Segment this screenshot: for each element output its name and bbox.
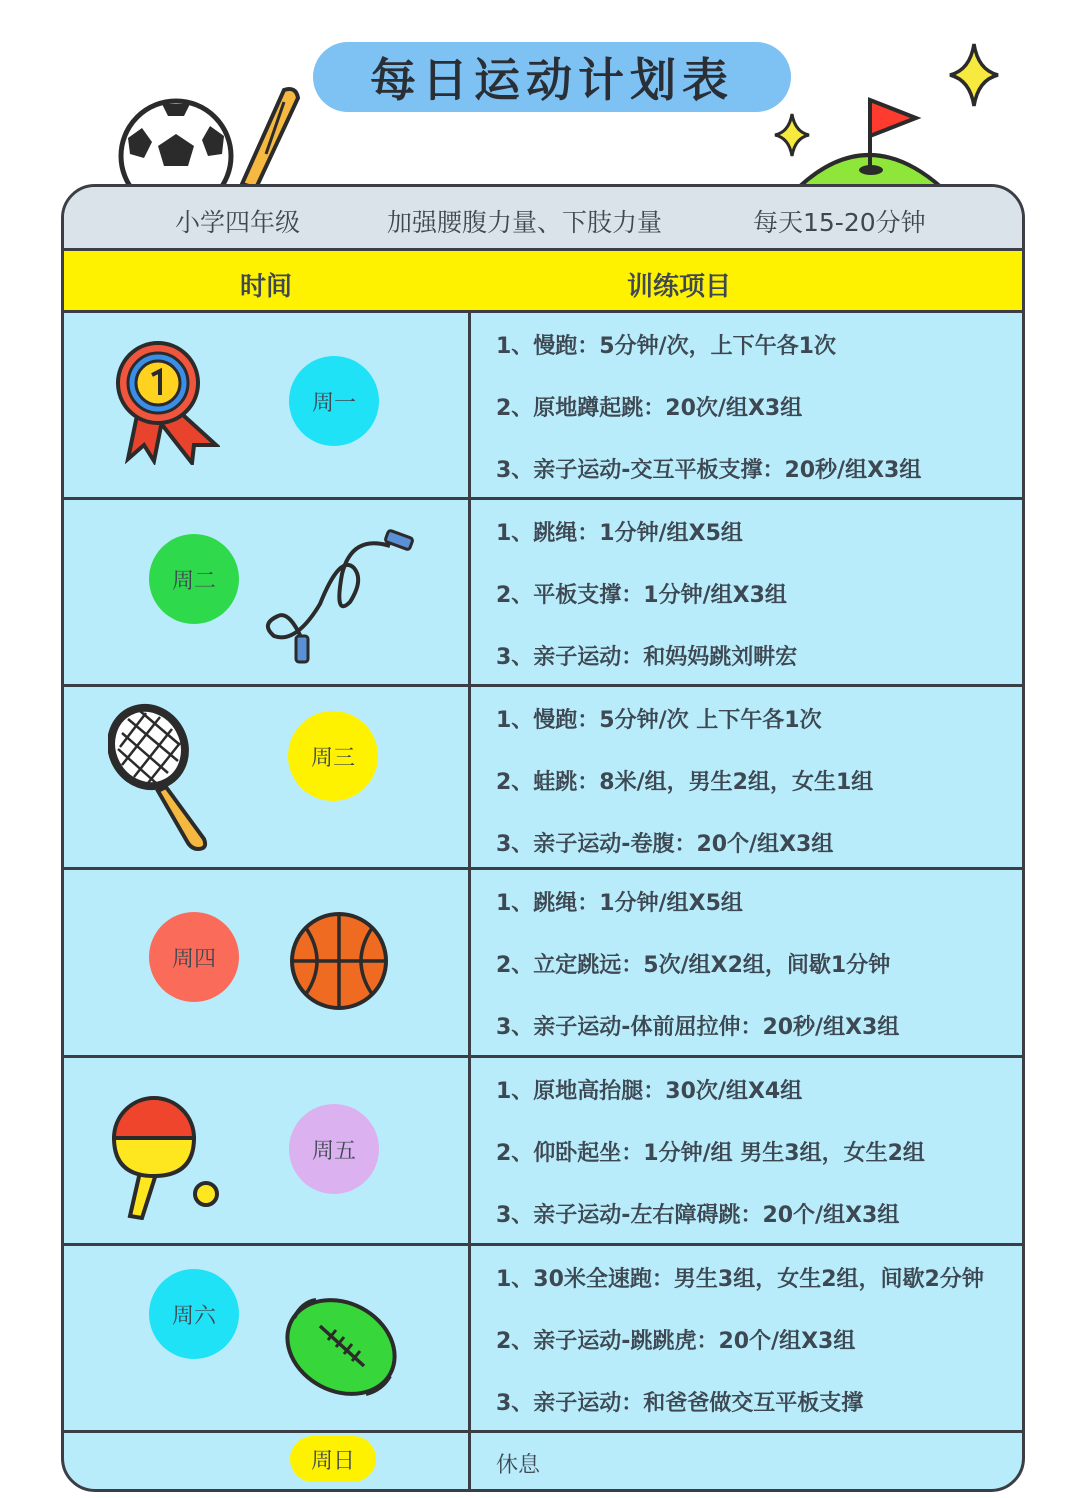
- jump-rope-icon: [260, 524, 418, 664]
- list-item: 2、平板支撑：1分钟/组X3组: [496, 583, 787, 608]
- list-item: 1、30米全速跑：男生3组，女生2组，间歇2分钟: [496, 1267, 984, 1292]
- list-item: 3、亲子运动-卷腹：20个/组X3组: [496, 832, 834, 857]
- day-badge: 周三: [288, 711, 378, 801]
- list-item: 2、原地蹲起跳：20次/组X3组: [496, 396, 803, 421]
- page-title: 每日运动计划表: [370, 53, 734, 107]
- list-item: 3、亲子运动：和爸爸做交互平板支撑: [496, 1391, 864, 1416]
- list-item: 1、慢跑：5分钟/次 上下午各1次: [496, 708, 822, 733]
- focus-label: 加强腰腹力量、下肢力量: [387, 208, 663, 237]
- list-item: 2、亲子运动-跳跳虎：20个/组X3组: [496, 1329, 856, 1354]
- list-item: 1、跳绳：1分钟/组X5组: [496, 891, 743, 916]
- list-item: 3、亲子运动-左右障碍跳：20个/组X3组: [496, 1203, 900, 1228]
- schedule-card: [61, 184, 1025, 1492]
- rest-label: 休息: [496, 1453, 541, 1478]
- baseball-bat-icon: [236, 84, 306, 188]
- medal-icon: [110, 341, 220, 465]
- tennis-racket-icon: [108, 703, 214, 853]
- day-badge: 周一: [289, 356, 379, 446]
- table-row: [64, 870, 1022, 1058]
- list-item: 2、蛙跳：8米/组，男生2组，女生1组: [496, 770, 874, 795]
- golf-flag-icon: [794, 94, 944, 188]
- header-time: 时间: [240, 272, 293, 302]
- sparkle-icon: [948, 42, 1000, 108]
- list-item: 1、慢跑：5分钟/次，上下午各1次: [496, 334, 836, 359]
- soccer-ball-icon: [118, 98, 234, 188]
- day-badge: 周五: [289, 1104, 379, 1194]
- day-badge: 周六: [149, 1269, 239, 1359]
- table-row: [64, 1058, 1022, 1246]
- list-item: 2、仰卧起坐：1分钟/组 男生3组，女生2组: [496, 1141, 925, 1166]
- day-badge-sunday: 周日: [290, 1436, 376, 1482]
- header-items: 训练项目: [627, 272, 732, 302]
- grade-label: 小学四年级: [175, 208, 301, 237]
- title-banner: [313, 42, 791, 112]
- list-item: 3、亲子运动-交互平板支撑：20秒/组X3组: [496, 458, 922, 483]
- list-item: 3、亲子运动：和妈妈跳刘畊宏: [496, 645, 798, 670]
- list-item: 3、亲子运动-体前屈拉伸：20秒/组X3组: [496, 1015, 900, 1040]
- basketball-icon: [288, 910, 390, 1012]
- football-icon: [282, 1292, 400, 1402]
- table-row: [64, 687, 1022, 870]
- column-divider: [468, 313, 471, 1489]
- list-item: 1、跳绳：1分钟/组X5组: [496, 521, 743, 546]
- duration-label: 每天15-20分钟: [753, 208, 926, 237]
- list-item: 1、原地高抬腿：30次/组X4组: [496, 1079, 803, 1104]
- day-badge: 周四: [149, 912, 239, 1002]
- table-header: [64, 251, 1022, 313]
- table-row: [64, 500, 1022, 687]
- day-badge: 周二: [149, 534, 239, 624]
- info-bar: [64, 187, 1022, 251]
- table-row: [64, 313, 1022, 500]
- list-item: 2、立定跳远：5次/组X2组，间歇1分钟: [496, 953, 891, 978]
- ping-pong-icon: [110, 1080, 222, 1220]
- table-row: [64, 1246, 1022, 1433]
